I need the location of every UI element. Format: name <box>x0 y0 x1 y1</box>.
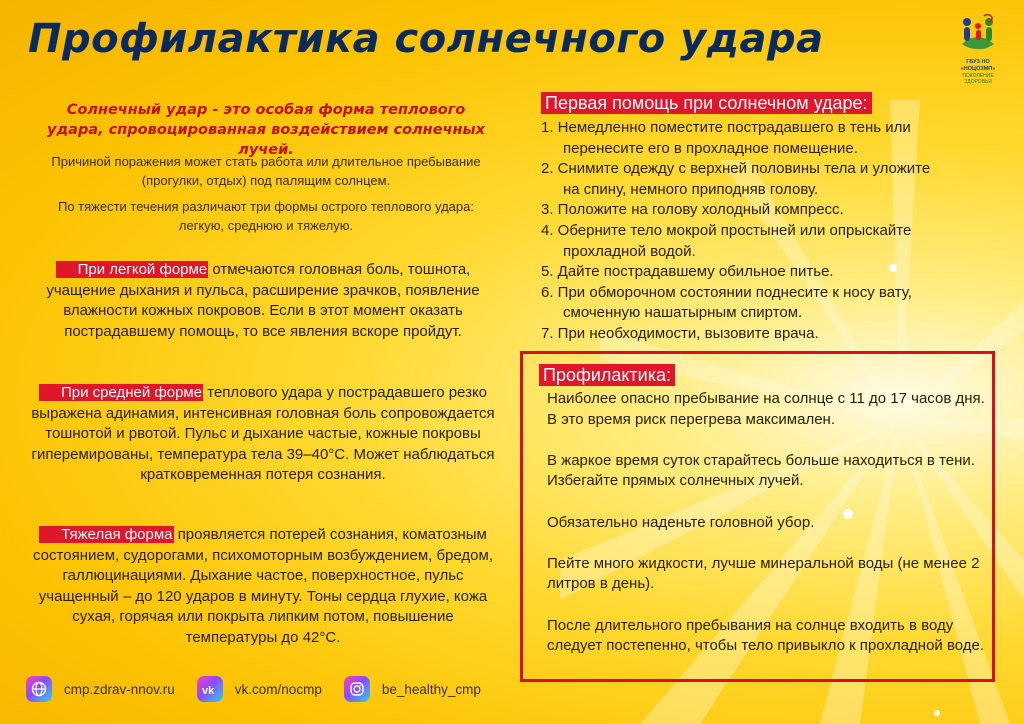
prevention-paragraph: Пейте много жидкости, лучше минеральной воды (не менее 2 литров в день). <box>547 554 980 593</box>
list-item <box>541 159 981 200</box>
prevention-paragraph: После длительного пребывания на солнце входить в воду следует постепенно, чтобы тело привыкло к прохладной воде. <box>547 616 985 655</box>
list-item-line: 5. Дайте пострадавшему обильное питье. <box>541 263 834 281</box>
list-item <box>541 324 981 345</box>
list-item-line: 1. Немедленно поместите пострадавшего в тень или <box>541 119 911 136</box>
list-item-line: 4. Оберните тело мокрой простыней или опрыскайте <box>541 221 912 239</box>
first-aid-list <box>541 118 981 345</box>
list-item-continuation: прохладной водой. <box>563 242 696 260</box>
prevention-paragraph: В жаркое время суток старайтесь больше находиться в тени. Избегайте прямых солнечных лучей. <box>547 451 975 490</box>
list-item-continuation: смоченную нашатырным спиртом. <box>563 304 803 322</box>
svg-text:vk: vk <box>201 685 215 695</box>
severity-paragraph: По тяжести течения различают три формы острого теплового удара: легкую, среднюю и тяжелую. <box>58 199 474 233</box>
mild-form-paragraph <box>28 260 498 342</box>
severe-form-paragraph <box>28 525 498 649</box>
family-logo-icon <box>956 14 1000 54</box>
mild-form-label: При легкой форме <box>56 261 209 278</box>
website-link[interactable]: cmp.zdrav-nnov.ru <box>64 681 175 697</box>
page-title: Профилактика солнечного удара <box>28 16 824 62</box>
list-item-continuation: перенесите его в прохладное помещение. <box>563 139 858 157</box>
severe-form-label: Тяжелая форма <box>39 526 173 543</box>
list-item-line: 6. При обморочном состоянии поднесите к носу вату, <box>541 283 912 301</box>
cause-paragraph: Причиной поражения может стать работа или длительное пребывание (прогулки, отдых) под палящим солнцем. <box>51 154 481 188</box>
medium-form-text: теплового удара у пострадавшего резко выражена адинамия, интенсивная головная боль сопровождается тошнотой и рвотой. Пульс и дыхание частые, кожные покровы гиперемированы, температура тела 39–40°С. Может наблюдаться кратковременная потеря сознания. <box>31 384 495 484</box>
medium-form-paragraph <box>28 383 498 486</box>
first-aid-section <box>541 92 981 345</box>
list-item <box>541 200 981 221</box>
list-item <box>541 262 981 283</box>
list-item-continuation: на спину, немного приподняв голову. <box>563 180 819 198</box>
definition-lead: Солнечный удар - это особая форма теплового удара, спровоцированная воздействием солнечных лучей. <box>47 102 485 158</box>
instagram-icon <box>344 676 370 702</box>
severe-form-text: проявляется потерей сознания, коматозным состоянием, судорогами, психомоторным возбуждением, бредом, галлюцинациями. Дыхание частое, поверхностное, пульс учащенный – до 120 ударов в минуту. Тоны сердца глухие, кожа сухая, горячая или покрыта липким потом, повышение температуры до 42°С. <box>33 526 493 646</box>
globe-icon <box>26 676 52 702</box>
first-aid-title: Первая помощь при солнечном ударе: <box>541 92 872 114</box>
logo-caption: ГБУЗ НО «НОЦОЗМП» <box>960 59 996 72</box>
mild-form-text: отмечаются головная боль, тошнота, учащение дыхания и пульса, расширение зрачков, появление влажности кожных покровов. Если в этот момент оказать пострадавшему помощь, то все явления вскоре пройдут. <box>46 261 480 340</box>
list-item-line: 2. Снимите одежду с верхней половины тела и уложите <box>541 160 931 178</box>
prevention-title: Профилактика: <box>539 364 675 386</box>
list-item <box>541 283 981 324</box>
list-item-line: 7. При необходимости, вызовите врача. <box>541 324 819 342</box>
instagram-link[interactable]: be_healthy_cmp <box>381 681 481 697</box>
list-item <box>541 118 981 159</box>
medium-form-label: При средней форме <box>39 384 203 401</box>
prevention-paragraph: Обязательно наденьте головной убор. <box>547 513 815 531</box>
organization-logo <box>950 14 1006 85</box>
logo-subcaption: ПОКОЛЕНИЕ ЗДОРОВЬЯ <box>962 73 994 85</box>
vk-icon <box>197 676 223 702</box>
prevention-box <box>520 351 995 682</box>
list-item <box>541 221 981 262</box>
footer-contacts <box>26 674 503 704</box>
prevention-paragraph: Наиболее опасно пребывание на солнце с 11 до 17 часов дня. В это время риск перегрева максимален. <box>547 390 985 428</box>
list-item-line: 3. Положите на голову холодный компресс. <box>541 201 844 219</box>
vk-link[interactable]: vk.com/nocmp <box>234 681 322 697</box>
prevention-text <box>547 389 997 677</box>
